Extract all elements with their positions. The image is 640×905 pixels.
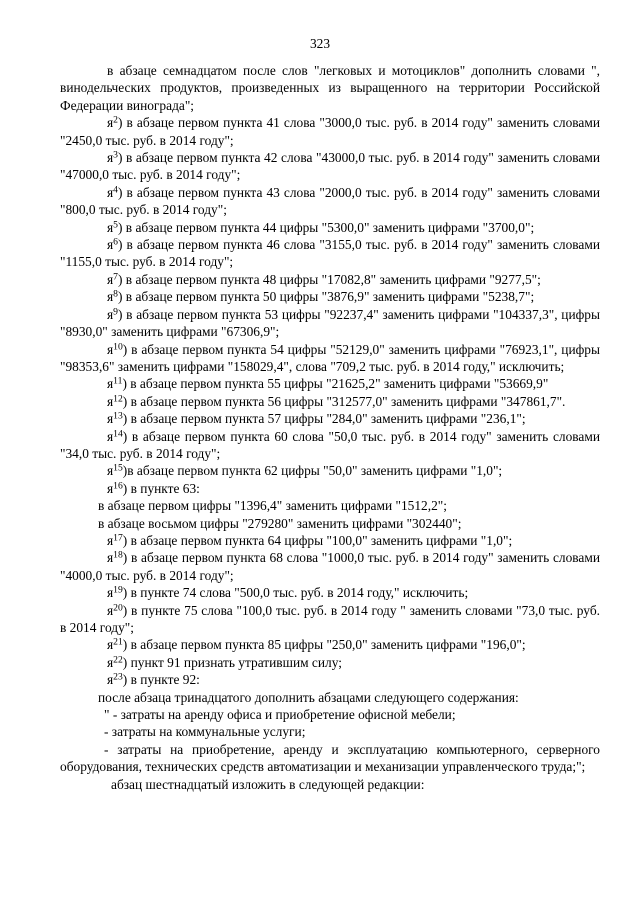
item-text: ) в абзаце первом пункта 42 слова "43000,0 тыс. руб. в 2014 году" заменить словами "47000,0 тыс. руб. в 2014 году"; [60,150,600,183]
item-text: ) в абзаце первом пункта 56 цифры "312577,0" заменить цифрами "347861,7". [122,393,566,409]
item-text: ) в абзаце первом пункта 60 слова "50,0 тыс. руб. в 2014 году" заменить словами "34,0 тыс. руб. в 2014 году"; [60,428,600,461]
item-text: ) в абзаце первом пункта 68 слова "1000,0 тыс. руб. в 2014 году" заменить словами "4000,0 тыс. руб. в 2014 году"; [60,550,600,583]
item-marker: я [107,219,114,235]
item-number: 16 [113,480,123,492]
sub-paragraph [60,515,600,532]
item-marker: я [107,637,114,653]
item-marker: я [107,341,114,357]
item-marker: я [107,550,114,566]
item-text: ) в абзаце первом пункта 85 цифры "250,0" заменить цифрами "196,0"; [122,637,526,653]
item-marker: я [107,115,114,131]
amendment-item [60,428,600,463]
item-number: 7 [113,271,118,283]
paragraph [60,62,600,114]
amendment-item [60,480,600,497]
amendment-item [60,602,600,637]
quoted-paragraph [60,706,600,723]
item-text: ) в пункте 63: [122,480,200,496]
item-marker: я [107,532,114,548]
amendment-item [60,462,600,479]
amendment-item [60,549,600,584]
item-number: 3 [113,149,118,161]
item-marker: я [107,184,114,200]
item-marker: я [107,271,114,287]
item-number: 11 [113,375,123,387]
page-number: 323 [309,36,331,51]
item-text: ) в абзаце первом пункта 50 цифры "3876,9" заменить цифрами "5238,7"; [117,289,535,305]
item-text: ) в абзаце первом пункта 43 слова "2000,0 тыс. руб. в 2014 году" заменить словами "800,0 тыс. руб. в 2014 году"; [60,184,600,218]
item-marker: я [107,585,114,601]
item-text: ) в абзаце первом пункта 64 цифры "100,0" заменить цифрами "1,0"; [122,532,513,548]
sub-paragraph [60,497,600,514]
paragraph-text: после абзаца тринадцатого дополнить абзацами следующего содержания: [98,689,519,705]
item-text: ) в пункте 75 слова "100,0 тыс. руб. в 2014 году " заменить словами "73,0 тыс. руб. в 2014 году"; [60,602,600,635]
item-marker: я [107,602,114,618]
item-number: 14 [113,428,123,440]
paragraph-text: - затраты на приобретение, аренду и эксплуатацию компьютерного, серверного оборудования, технических средств автоматизации и механизации управленческого труда;"; [60,741,600,775]
paragraph-text: - затраты на коммунальные услуги; [104,724,306,740]
paragraph-text: " - затраты на аренду офиса и приобретение офисной мебели; [104,707,456,723]
item-number: 12 [113,393,123,405]
item-text: ) в абзаце первом пункта 54 цифры "52129,0" заменить цифрами "76923,1", цифры "98353,6" заменить цифрами "158029,4", слова "709,2 тыс. руб. в 2014 году," исключить; [60,341,600,374]
item-marker: я [107,480,114,496]
amendment-item [60,671,600,688]
item-text: ) в абзаце первом пункта 41 слова "3000,0 тыс. руб. в 2014 году" заменить словами "2450,0 тыс. руб. в 2014 году"; [60,115,600,148]
amendment-item [60,149,600,184]
amendment-item [60,288,600,305]
item-text: ) пункт 91 признать утратившим силу; [122,654,342,670]
item-number: 13 [113,410,123,422]
item-text: ) в абзаце первом пункта 46 слова "3155,0 тыс. руб. в 2014 году" заменить словами "1155,0 тыс. руб. в 2014 году"; [60,237,600,270]
item-marker: я [107,393,114,409]
paragraph-text: абзац шестнадцатый изложить в следующей редакции: [111,776,425,792]
item-number: 4 [113,184,118,196]
quoted-paragraph [60,741,600,776]
item-marker: я [107,289,114,305]
document-body [60,62,600,793]
item-marker: я [107,463,114,479]
item-marker: я [107,672,114,688]
quoted-paragraph [60,723,600,740]
item-number: 2 [113,114,118,126]
amendment-item [60,393,600,410]
amendment-item [60,410,600,427]
item-text: ) в абзаце первом пункта 44 цифры "5300,0" заменить цифрами "3700,0"; [117,219,535,235]
item-number: 5 [113,219,118,231]
item-text: ) в абзаце первом пункта 55 цифры "21625,2" заменить цифрами "53669,9" [122,376,549,392]
item-number: 22 [113,654,123,666]
item-marker: я [107,411,114,427]
item-number: 9 [113,306,118,318]
amendment-item [60,184,600,219]
amendment-item [60,532,600,549]
item-text: ) в пункте 74 слова "500,0 тыс. руб. в 2014 году," исключить; [122,585,469,601]
item-text: ) в абзаце первом пункта 53 цифры "92237,4" заменить цифрами "104337,3", цифры "8930,0" заменить цифрами "67306,9"; [60,306,600,340]
item-number: 17 [113,532,123,544]
item-number: 6 [113,236,118,248]
item-number: 21 [113,637,123,649]
amendment-item [60,584,600,601]
sub-paragraph [60,776,600,793]
item-marker: я [107,237,114,253]
item-number: 18 [113,550,123,562]
item-number: 10 [113,341,123,353]
item-text: ) в абзаце первом пункта 57 цифры "284,0" заменить цифрами "236,1"; [122,411,526,427]
item-marker: я [107,654,114,670]
item-number: 20 [113,602,123,614]
amendment-item [60,341,600,376]
amendment-item [60,306,600,341]
paragraph-text: в абзаце первом цифры "1396,4" заменить цифрами "1512,2"; [98,498,447,514]
item-marker: я [107,376,114,392]
amendment-item [60,654,600,671]
amendment-item [60,219,600,236]
amendment-item [60,636,600,653]
item-number: 19 [113,584,123,596]
item-number: 15 [113,463,123,475]
amendment-item [60,375,600,392]
item-marker: я [107,306,114,322]
sub-paragraph [60,689,600,706]
paragraph-text: в абзаце восьмом цифры "279280" заменить цифрами "302440"; [98,515,462,531]
item-number: 23 [113,671,123,683]
item-text: ) в абзаце первом пункта 48 цифры "17082,8" заменить цифрами "9277,5"; [117,271,541,287]
amendment-item [60,114,600,149]
paragraph-text: в абзаце семнадцатом после слов "легковых и мотоциклов" дополнить словами ", винодельческих продуктов, произведенных из выращенного на территории Российской Федерации винограда"; [60,63,600,113]
amendment-item [60,271,600,288]
item-text: ) в пункте 92: [122,672,200,688]
item-number: 8 [113,288,118,300]
item-marker: я [107,150,114,166]
item-text: )в абзаце первом пункта 62 цифры "50,0" заменить цифрами "1,0"; [122,463,503,479]
item-marker: я [107,428,114,444]
amendment-item [60,236,600,271]
